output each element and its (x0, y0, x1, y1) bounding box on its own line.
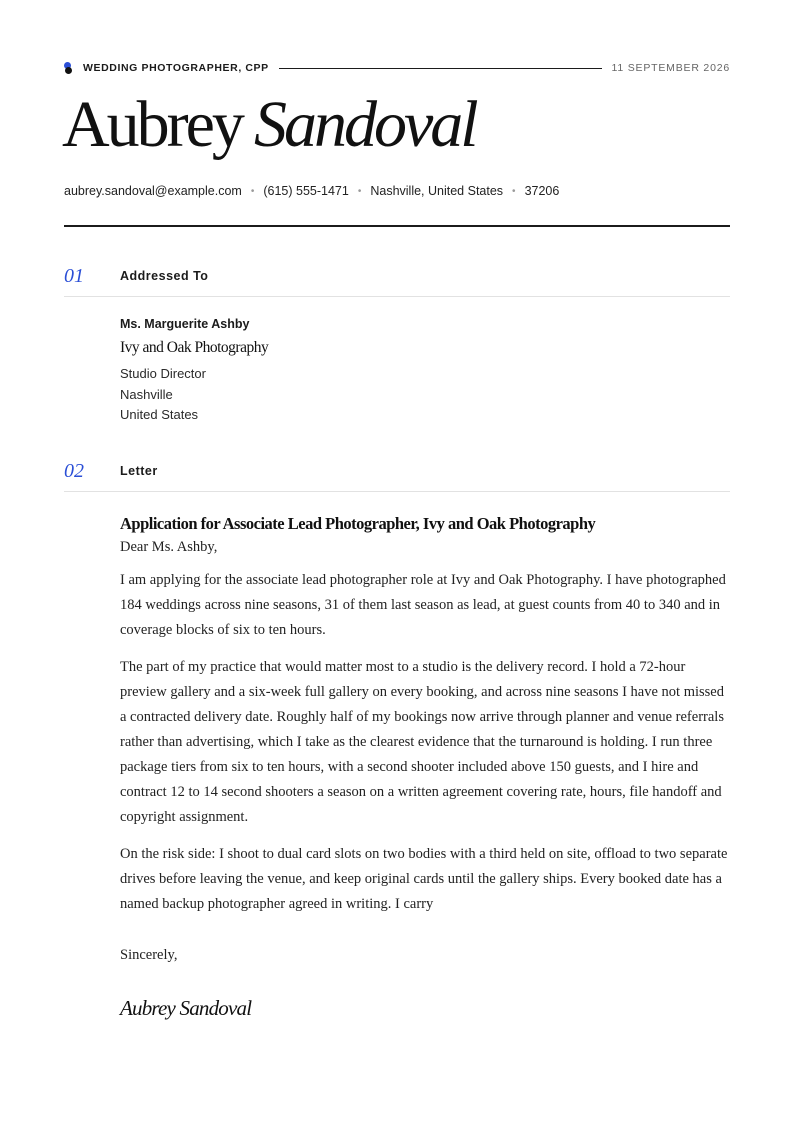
letter-paragraph: On the risk side: I shoot to dual card slots on two bodies with a third held on site, offload to two separate drives before leaving the venue, and keep original cards until the gallery ships. Every booked date has a named backup photographer agreed in writing. I carry (120, 846, 728, 912)
recipient-city: Nashville (120, 386, 173, 402)
letter-salutation: Dear Ms. Ashby, (120, 539, 218, 555)
email-text: aubrey.sandoval@example.com (64, 184, 242, 198)
header-bottom-rule (64, 225, 730, 227)
applicant-name (62, 88, 476, 161)
letter-date: 11 SEPTEMBER 2026 (611, 62, 730, 74)
contact-separator: • (512, 185, 516, 197)
cover-letter-page (64, 0, 730, 1123)
recipient-name: Ms. Marguerite Ashby (120, 317, 250, 331)
section-number: 02 (64, 460, 84, 482)
letter-closing: Sincerely, (120, 947, 178, 963)
section-number: 01 (64, 265, 84, 287)
recipient-block (120, 317, 720, 426)
section-divider (64, 491, 730, 492)
recipient-company: Ivy and Oak Photography (120, 339, 269, 356)
job-role: WEDDING PHOTOGRAPHER, CPP (83, 62, 269, 74)
section-divider (64, 296, 730, 297)
section-title: Addressed To (120, 269, 209, 283)
first-name: Aubrey (62, 88, 242, 161)
section-addressed-to (64, 265, 730, 295)
brand-dots-icon (64, 61, 76, 75)
section-letter (64, 460, 730, 490)
letter-paragraph: I am applying for the associate lead photographer role at Ivy and Oak Photography. I have photographed 184 weddings across nine seasons, 31 of them last season as lead, at guest counts from 40 to 340 and in coverage blocks of six to ten hours. (120, 572, 726, 638)
header-divider (279, 68, 602, 69)
contact-line (64, 184, 559, 198)
letter-body (120, 513, 732, 1021)
letter-paragraph: The part of my practice that would matter most to a studio is the delivery record. I hold a 72-hour preview gallery and a six-week full gallery on every booking, and across nine seasons I have not missed a contracted delivery date. Roughly half of my bookings now arrive through planner and venue referrals rather than advertising, which I take as the clearest evidence that the turnaround is holding. I run three package tiers from six to ten hours, with a second shooter included above 150 guests, and I hire and contract 12 to 14 second shooters a season on a written agreement covering rate, hours, file handoff and copyright assignment. (120, 659, 724, 825)
location-text: Nashville, United States (370, 184, 504, 198)
recipient-country: United States (120, 407, 199, 422)
letter-subject: Application for Associate Lead Photographer, Ivy and Oak Photography (120, 514, 596, 533)
signature: Aubrey Sandoval (120, 996, 252, 1020)
contact-separator: • (357, 185, 362, 197)
last-name: Sandoval (253, 88, 476, 161)
phone-text: (615) 555-1471 (263, 184, 349, 198)
postal-code-text: 37206 (524, 184, 560, 198)
header-top-line (64, 61, 730, 75)
recipient-title: Studio Director (120, 366, 206, 381)
contact-separator: • (250, 185, 255, 197)
section-title: Letter (120, 464, 158, 478)
